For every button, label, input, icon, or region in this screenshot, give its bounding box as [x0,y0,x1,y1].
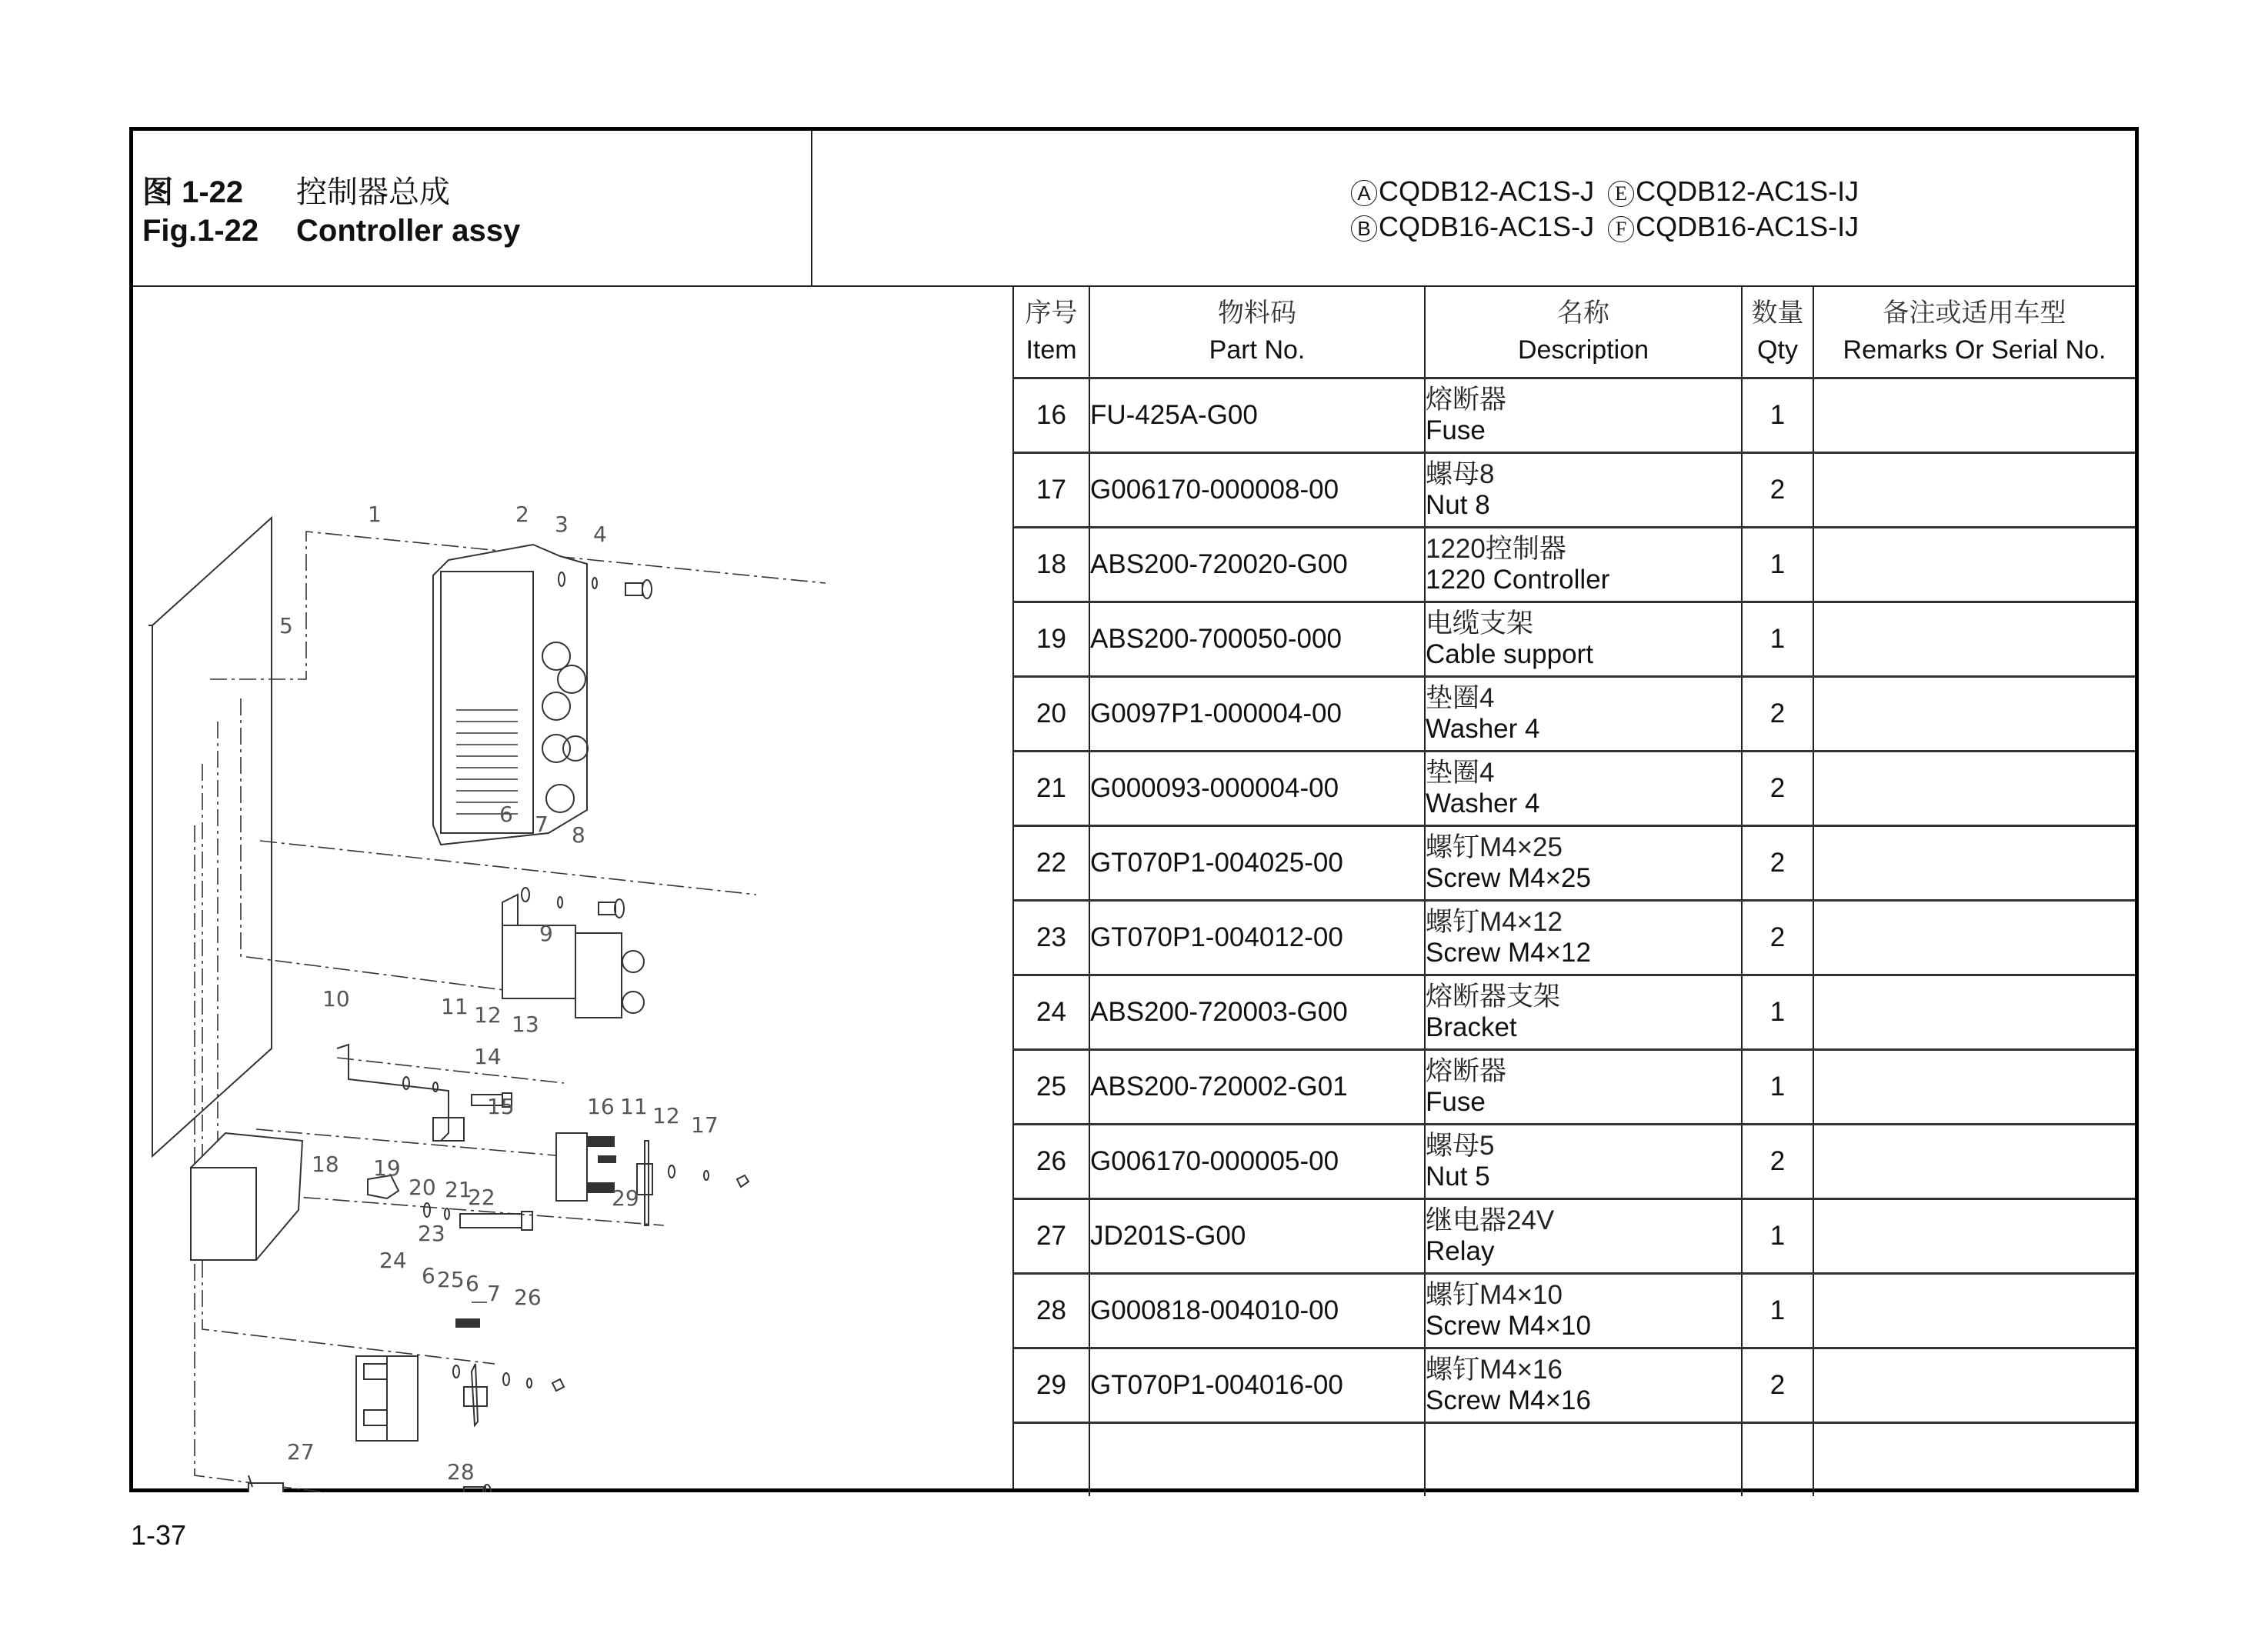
cell-item: 22 [1014,825,1089,900]
cell-description [1425,1049,1742,1124]
model-code: CQDB16-AC1S-J [1379,211,1595,242]
model-a [1351,175,1594,208]
empty-cell [1813,1422,2135,1496]
cell-part-no: GT070P1-004025-00 [1089,825,1425,900]
description-en: Relay [1426,1235,1495,1266]
table-row-empty [1014,1422,2135,1496]
cell-item: 28 [1014,1273,1089,1348]
svg-text:28: 28 [447,1459,475,1485]
model-f [1608,211,1859,243]
cell-item: 18 [1014,527,1089,602]
header-zh: 物料码 [1218,298,1296,328]
parts-table-body [1014,378,2135,1496]
cell-part-no: ABS200-720002-G01 [1089,1049,1425,1124]
cell-description [1425,825,1742,900]
description-en: Screw M4×10 [1426,1310,1591,1341]
cell-description [1425,1198,1742,1273]
cell-part-no: G006170-000005-00 [1089,1124,1425,1198]
svg-text:13: 13 [512,1012,539,1037]
description-en: Washer 4 [1426,788,1540,818]
description-en: Bracket [1426,1012,1517,1042]
cell-item: 24 [1014,975,1089,1049]
parts-table-container [1012,287,2135,1488]
svg-text:9: 9 [539,921,553,946]
cell-item: 20 [1014,676,1089,751]
cell-description [1425,1124,1742,1198]
description-en: Screw M4×16 [1426,1385,1591,1415]
empty-cell [1425,1422,1742,1496]
header-en: Remarks Or Serial No. [1843,335,2106,365]
svg-text:14: 14 [474,1044,502,1069]
svg-text:25: 25 [437,1267,465,1292]
mounting-plate [152,518,272,1156]
svg-text:10: 10 [322,986,350,1012]
table-row [1014,1124,2135,1198]
svg-text:23: 23 [418,1221,445,1246]
description-zh: 螺母8 [1426,458,1495,489]
table-row [1014,1273,2135,1348]
svg-text:22: 22 [468,1185,495,1210]
svg-text:2: 2 [515,502,529,527]
table-row [1014,1348,2135,1422]
controller-assembly-drawing [133,287,1012,1492]
svg-text:4: 4 [593,522,607,547]
description-en: Screw M4×25 [1426,862,1591,893]
model-code: CQDB12-AC1S-IJ [1636,175,1859,207]
cell-part-no: FU-425A-G00 [1089,378,1425,452]
column-header-description [1425,287,1742,378]
header-zh: 序号 [1025,298,1078,328]
figure-title-zh [142,168,450,212]
cell-item: 21 [1014,751,1089,825]
cell-item: 25 [1014,1049,1089,1124]
applicable-models [812,131,2135,285]
svg-text:27: 27 [287,1439,315,1465]
table-header-row [1014,287,2135,378]
header-zh: 名称 [1557,298,1609,328]
cell-remarks [1813,1124,2135,1198]
column-header-part-no [1089,287,1425,378]
description-en: Fuse [1426,1086,1486,1117]
cell-remarks [1813,1273,2135,1348]
cell-remarks [1813,527,2135,602]
svg-text:21: 21 [445,1177,472,1202]
svg-text:29: 29 [612,1185,639,1211]
table-row [1014,527,2135,602]
figure-header [133,131,2135,287]
cell-remarks [1813,1348,2135,1422]
cell-qty: 1 [1742,1273,1813,1348]
cell-description [1425,452,1742,527]
cell-item: 17 [1014,452,1089,527]
cell-description [1425,527,1742,602]
title-block [133,131,812,285]
table-row [1014,1049,2135,1124]
cell-remarks [1813,825,2135,900]
exploded-view-diagram [133,287,1012,1488]
circled-letter-icon: B [1351,215,1377,242]
cell-qty: 2 [1742,1124,1813,1198]
cell-remarks [1813,452,2135,527]
cell-part-no: GT070P1-004016-00 [1089,1348,1425,1422]
table-row [1014,602,2135,676]
cell-qty: 2 [1742,825,1813,900]
cell-remarks [1813,900,2135,975]
description-zh: 螺钉M4×10 [1426,1279,1563,1310]
empty-cell [1014,1422,1089,1496]
table-row [1014,676,2135,751]
svg-text:11: 11 [441,994,469,1019]
cell-remarks [1813,602,2135,676]
cell-part-no: G006170-000008-00 [1089,452,1425,527]
cell-qty: 2 [1742,676,1813,751]
figure-frame [129,127,2139,1492]
model-code: CQDB16-AC1S-IJ [1636,211,1859,242]
figure-title-en-text: Controller assy [296,214,521,248]
table-row [1014,452,2135,527]
description-en: Cable support [1426,638,1593,669]
svg-text:12: 12 [652,1103,680,1128]
column-header-remarks [1813,287,2135,378]
description-zh: 螺钉M4×12 [1426,906,1563,937]
svg-text:3: 3 [555,512,569,537]
svg-text:7: 7 [535,812,549,837]
cell-remarks [1813,1049,2135,1124]
table-row [1014,1198,2135,1273]
description-en: Nut 8 [1426,489,1490,520]
cell-part-no: ABS200-720003-G00 [1089,975,1425,1049]
svg-text:12: 12 [474,1002,502,1028]
cell-description [1425,1273,1742,1348]
description-en: Fuse [1426,415,1486,445]
svg-text:11: 11 [620,1094,648,1119]
description-zh: 螺钉M4×16 [1426,1354,1563,1385]
header-en: Description [1517,335,1649,365]
description-zh: 垫圈4 [1426,682,1495,713]
cell-description [1425,1348,1742,1422]
cell-qty: 1 [1742,527,1813,602]
cell-item: 27 [1014,1198,1089,1273]
cell-qty: 2 [1742,1348,1813,1422]
description-en: Nut 5 [1426,1161,1490,1192]
circled-letter-icon: E [1608,181,1634,207]
cell-description [1425,378,1742,452]
description-zh: 螺钉M4×25 [1426,832,1563,862]
cell-item: 19 [1014,602,1089,676]
svg-text:1: 1 [368,502,382,527]
table-row [1014,825,2135,900]
svg-text:8: 8 [572,822,585,848]
cell-description [1425,676,1742,751]
svg-text:7: 7 [487,1281,501,1306]
description-zh: 螺母5 [1426,1130,1495,1161]
model-code: CQDB12-AC1S-J [1379,175,1595,207]
table-row [1014,975,2135,1049]
svg-text:16: 16 [587,1094,615,1119]
description-zh: 1220控制器 [1426,533,1566,564]
table-row [1014,900,2135,975]
description-en: Screw M4×12 [1426,937,1591,968]
cell-part-no: ABS200-700050-000 [1089,602,1425,676]
cell-remarks [1813,676,2135,751]
cell-description [1425,751,1742,825]
circled-letter-icon: A [1351,180,1377,206]
table-row [1014,751,2135,825]
cell-part-no: JD201S-G00 [1089,1198,1425,1273]
svg-text:15: 15 [487,1094,515,1119]
cell-item: 16 [1014,378,1089,452]
figure-title-zh-text: 控制器总成 [296,175,450,209]
cell-item: 26 [1014,1124,1089,1198]
empty-cell [1089,1422,1425,1496]
description-en: Washer 4 [1426,713,1540,744]
svg-text:18: 18 [312,1152,339,1177]
cell-qty: 1 [1742,602,1813,676]
cell-remarks [1813,975,2135,1049]
cell-part-no: GT070P1-004012-00 [1089,900,1425,975]
cell-part-no: G000818-004010-00 [1089,1273,1425,1348]
cell-part-no: G000093-000004-00 [1089,751,1425,825]
svg-text:19: 19 [373,1155,401,1181]
column-header-item [1014,287,1089,378]
description-zh: 熔断器支架 [1426,981,1561,1012]
svg-text:6: 6 [422,1263,435,1288]
cell-part-no: G0097P1-000004-00 [1089,676,1425,751]
description-zh: 继电器24V [1426,1205,1555,1235]
column-header-qty [1742,287,1813,378]
model-e [1608,175,1859,208]
cell-remarks [1813,751,2135,825]
cell-qty: 1 [1742,975,1813,1049]
cell-qty: 2 [1742,900,1813,975]
parts-list-table [1014,287,2135,1496]
svg-text:5: 5 [279,613,293,638]
figure-number-en: Fig.1-22 [142,214,259,248]
header-zh: 数量 [1751,298,1804,328]
cell-remarks [1813,378,2135,452]
page-number: 1-37 [131,1519,187,1551]
table-row [1014,378,2135,452]
description-zh: 电缆支架 [1426,608,1534,638]
cell-remarks [1813,1198,2135,1273]
description-en: 1220 Controller [1426,564,1610,595]
figure-title-en [142,214,520,248]
cell-qty: 1 [1742,378,1813,452]
figure-number-zh: 图 1-22 [142,175,244,209]
cell-part-no: ABS200-720020-G00 [1089,527,1425,602]
svg-text:17: 17 [691,1112,719,1138]
svg-text:24: 24 [379,1248,407,1273]
svg-text:20: 20 [409,1175,436,1200]
svg-text:26: 26 [514,1285,542,1310]
description-zh: 熔断器 [1426,384,1507,415]
description-zh: 熔断器 [1426,1055,1507,1086]
empty-cell [1742,1422,1813,1496]
cell-description [1425,900,1742,975]
header-en: Part No. [1209,335,1306,365]
description-zh: 垫圈4 [1426,757,1495,788]
header-en: Item [1026,335,1077,365]
circled-letter-icon: F [1608,216,1634,242]
cell-description [1425,975,1742,1049]
svg-text:6: 6 [465,1271,479,1296]
svg-text:6: 6 [499,802,513,827]
controller-body [433,545,588,845]
header-zh: 备注或适用车型 [1883,298,2066,328]
model-b [1351,211,1594,243]
cell-qty: 1 [1742,1198,1813,1273]
cell-qty: 2 [1742,452,1813,527]
header-en: Qty [1757,335,1798,365]
cell-description [1425,602,1742,676]
cell-item: 29 [1014,1348,1089,1422]
cell-qty: 1 [1742,1049,1813,1124]
cell-qty: 2 [1742,751,1813,825]
cell-item: 23 [1014,900,1089,975]
